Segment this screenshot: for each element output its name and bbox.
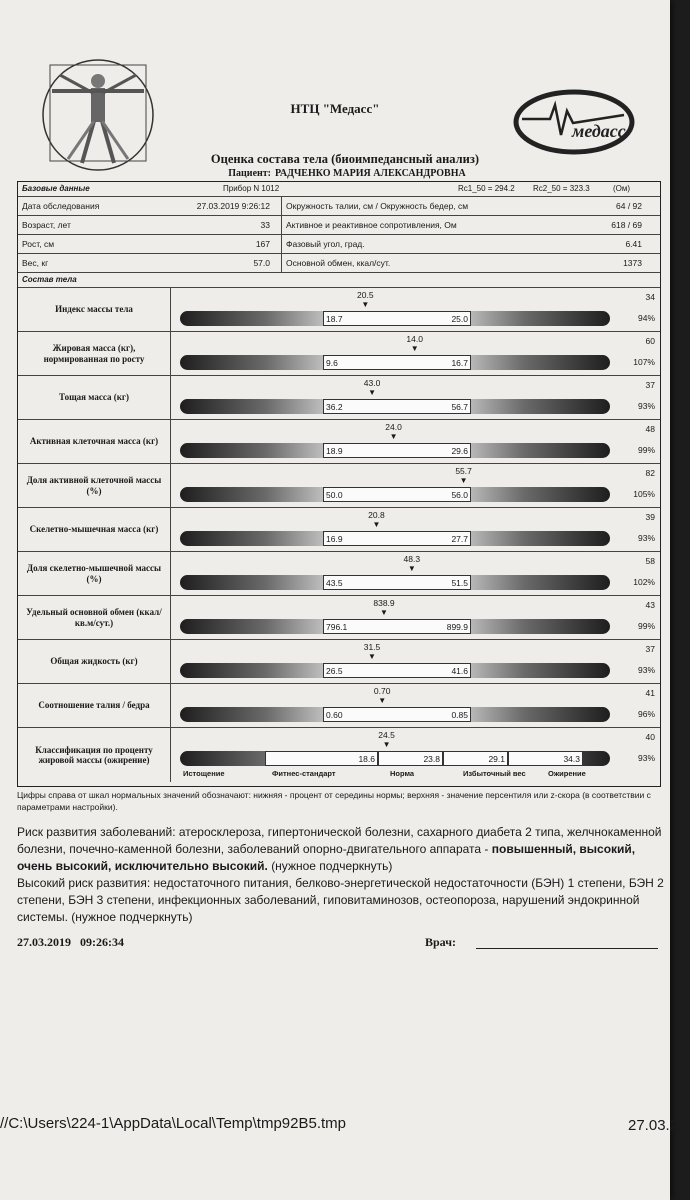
value-marker: 55.7 ▼ xyxy=(444,466,484,485)
percent-of-norm: 99% xyxy=(637,621,655,631)
value-marker: 838.9 ▼ xyxy=(364,598,404,617)
marker-triangle-icon: ▼ xyxy=(368,388,377,397)
risk-text: Риск развития заболеваний: атеросклероза, гипертонической болезни, сахарного диабета 2 типа, желчнокаменной болезни, почечно-каменной болезни, заболеваний опорно-двигательного аппарата - повышенный, высокий, очень высокий, исключительно высокий. (нужное подчеркнуть) Высокий риск развития: недостаточного питания, белково-энергетической недостаточности (БЭН) 1 степени, БЭН 2 степени, БЭН 3 степени, инфекционных заболеваний, гиповитаминозов, остеопороза, нарушений эндокринной системы. (нужное подчеркнуть) xyxy=(17,825,664,924)
percentile: 58 xyxy=(645,556,655,566)
marker-triangle-icon: ▼ xyxy=(410,344,419,353)
normal-high: 51.5 xyxy=(451,578,468,588)
class-category: Фитнес-стандарт xyxy=(272,769,336,778)
class-category: Ожирение xyxy=(548,769,586,778)
metric-row xyxy=(18,640,660,684)
normal-range xyxy=(323,531,471,546)
normal-low: 18.7 xyxy=(326,314,343,324)
metric-row xyxy=(18,376,660,420)
value-marker: 48.3 ▼ xyxy=(392,554,432,573)
normal-low: 16.9 xyxy=(326,534,343,544)
percent-of-norm: 93% xyxy=(637,401,655,411)
value-marker: 14.0 ▼ xyxy=(395,334,435,353)
base-data-header: Базовые данные Прибор N 1012 Rc1_50 = 294.2 Rc2_50 = 323.3 (Ом) xyxy=(18,182,660,197)
percentile: 40 xyxy=(645,732,655,742)
normal-high: 56.7 xyxy=(451,402,468,412)
value-marker: 0.70 ▼ xyxy=(362,686,402,705)
metric-row xyxy=(18,552,660,596)
percentile: 60 xyxy=(645,336,655,346)
normal-high: 56.0 xyxy=(451,490,468,500)
metric-name: Индекс массы тела xyxy=(18,288,171,331)
percentile: 48 xyxy=(645,424,655,434)
metric-row xyxy=(18,596,660,640)
metric-name: Соотношение талия / бедра xyxy=(18,684,171,727)
marker-triangle-icon: ▼ xyxy=(459,476,468,485)
normal-range xyxy=(323,707,471,722)
marker-triangle-icon: ▼ xyxy=(372,520,381,529)
metric-name: Доля скелетно-мышечной массы (%) xyxy=(18,552,171,595)
metric-row xyxy=(18,332,660,376)
percent-of-norm: 99% xyxy=(637,445,655,455)
metric-row xyxy=(18,684,660,728)
normal-range xyxy=(323,443,471,458)
footer-date: 27.03.2 xyxy=(628,1117,679,1134)
percent-of-norm: 93% xyxy=(637,665,655,675)
composition-header: Состав тела xyxy=(18,273,660,288)
marker-triangle-icon: ▼ xyxy=(380,608,388,617)
scale-note: Цифры справа от шкал нормальных значений обозначают: нижняя - процент от середины нормы; верхняя - значение персентиля или z-скора (в соответствии с параметрами настройки). xyxy=(17,790,651,812)
metric-row xyxy=(18,508,660,552)
normal-low: 0.60 xyxy=(326,710,343,720)
percent-of-norm: 102% xyxy=(633,577,655,587)
normal-high: 0.85 xyxy=(451,710,468,720)
class-category: Норма xyxy=(390,769,415,778)
metric-row xyxy=(18,288,660,332)
metric-name: Общая жидкость (кг) xyxy=(18,640,171,683)
value-marker: 43.0 ▼ xyxy=(352,378,392,397)
class-threshold: 34.3 xyxy=(508,751,583,766)
normal-low: 18.9 xyxy=(326,446,343,456)
value-marker: 20.8 ▼ xyxy=(356,510,396,529)
results-table xyxy=(17,181,661,787)
value-marker: 24.0 ▼ xyxy=(374,422,414,441)
percent-of-norm: 96% xyxy=(637,709,655,719)
normal-low: 43.5 xyxy=(326,578,343,588)
normal-low: 26.5 xyxy=(326,666,343,676)
metric-name: Жировая масса (кг), нормированная по росту xyxy=(18,332,171,375)
class-category: Избыточный вес xyxy=(463,769,526,778)
normal-high: 29.6 xyxy=(451,446,468,456)
base-row: Рост, см 167 Фазовый угол, град. 6.41 xyxy=(18,235,660,254)
normal-low: 50.0 xyxy=(326,490,343,500)
doctor-signature-line xyxy=(476,948,658,949)
svg-text:медасс: медасс xyxy=(572,121,626,141)
value-marker: 31.5 ▼ xyxy=(352,642,392,661)
base-row: Дата обследования 27.03.2019 9:26:12 Окружность талии, см / Окружность бедер, см 64 / 92 xyxy=(18,197,660,216)
percentile: 37 xyxy=(645,380,655,390)
metric-row xyxy=(18,420,660,464)
footer-file-path: //C:\Users\224-1\AppData\Local\Temp\tmp92B5.tmp xyxy=(0,1115,346,1132)
metric-name: Удельный основной обмен (ккал/кв.м/сут.) xyxy=(18,596,171,639)
metric-name: Активная клеточная масса (кг) xyxy=(18,420,171,463)
percentile: 37 xyxy=(645,644,655,654)
report-datetime: 27.03.2019 09:26:34 xyxy=(17,935,124,949)
marker-triangle-icon: ▼ xyxy=(368,652,376,661)
class-threshold: 29.1 xyxy=(443,751,508,766)
percentile: 43 xyxy=(645,600,655,610)
normal-range xyxy=(323,355,471,370)
normal-high: 41.6 xyxy=(451,666,468,676)
normal-range xyxy=(323,663,471,678)
normal-range xyxy=(323,619,471,634)
percent-of-norm: 107% xyxy=(633,357,655,367)
normal-low: 9.6 xyxy=(326,358,338,368)
percentile: 34 xyxy=(645,292,655,302)
marker-triangle-icon: ▼ xyxy=(382,740,391,749)
base-row: Возраст, лет 33 Активное и реактивное сопротивления, Ом 618 / 69 xyxy=(18,216,660,235)
normal-range xyxy=(323,311,471,326)
normal-range xyxy=(323,399,471,414)
normal-high: 16.7 xyxy=(451,358,468,368)
percent-of-norm: 94% xyxy=(637,313,655,323)
classification-row xyxy=(18,728,660,782)
marker-triangle-icon: ▼ xyxy=(389,432,398,441)
percent-of-norm: 105% xyxy=(633,489,655,499)
marker-triangle-icon: ▼ xyxy=(361,300,370,309)
metric-name: Классификация по проценту жировой массы (ожирение) xyxy=(18,728,171,782)
value-marker: 20.5 ▼ xyxy=(345,290,385,309)
percent-of-norm: 93% xyxy=(637,533,655,543)
doctor-label: Врач: xyxy=(425,935,456,949)
patient-line: Пациент: РАДЧЕНКО МАРИЯ АЛЕКСАНДРОВНА xyxy=(228,168,466,179)
normal-high: 27.7 xyxy=(451,534,468,544)
org-name: НТЦ "Медасс" xyxy=(290,101,380,116)
marker-triangle-icon: ▼ xyxy=(378,696,387,705)
normal-low: 796.1 xyxy=(326,622,348,632)
percentile: 39 xyxy=(645,512,655,522)
class-category: Истощение xyxy=(183,769,225,778)
metric-name: Доля активной клеточной массы (%) xyxy=(18,464,171,507)
normal-low: 36.2 xyxy=(326,402,343,412)
percentile: 82 xyxy=(645,468,655,478)
normal-high: 25.0 xyxy=(451,314,468,324)
percent-of-norm: 93% xyxy=(637,753,655,763)
normal-range xyxy=(323,575,471,590)
normal-high: 899.9 xyxy=(446,622,468,632)
normal-range xyxy=(323,487,471,502)
base-row: Вес, кг 57.0 Основной обмен, ккал/сут. 1373 xyxy=(18,254,660,273)
metric-row xyxy=(18,464,660,508)
percentile: 41 xyxy=(645,688,655,698)
class-threshold: 23.8 xyxy=(378,751,443,766)
metric-name: Скелетно-мышечная масса (кг) xyxy=(18,508,171,551)
report-title: Оценка состава тела (биоимпедансный анализ) xyxy=(210,152,480,166)
class-threshold: 18.6 xyxy=(265,751,378,766)
metric-name: Тощая масса (кг) xyxy=(18,376,171,419)
value-marker: 24.5 ▼ xyxy=(367,730,407,749)
marker-triangle-icon: ▼ xyxy=(407,564,416,573)
